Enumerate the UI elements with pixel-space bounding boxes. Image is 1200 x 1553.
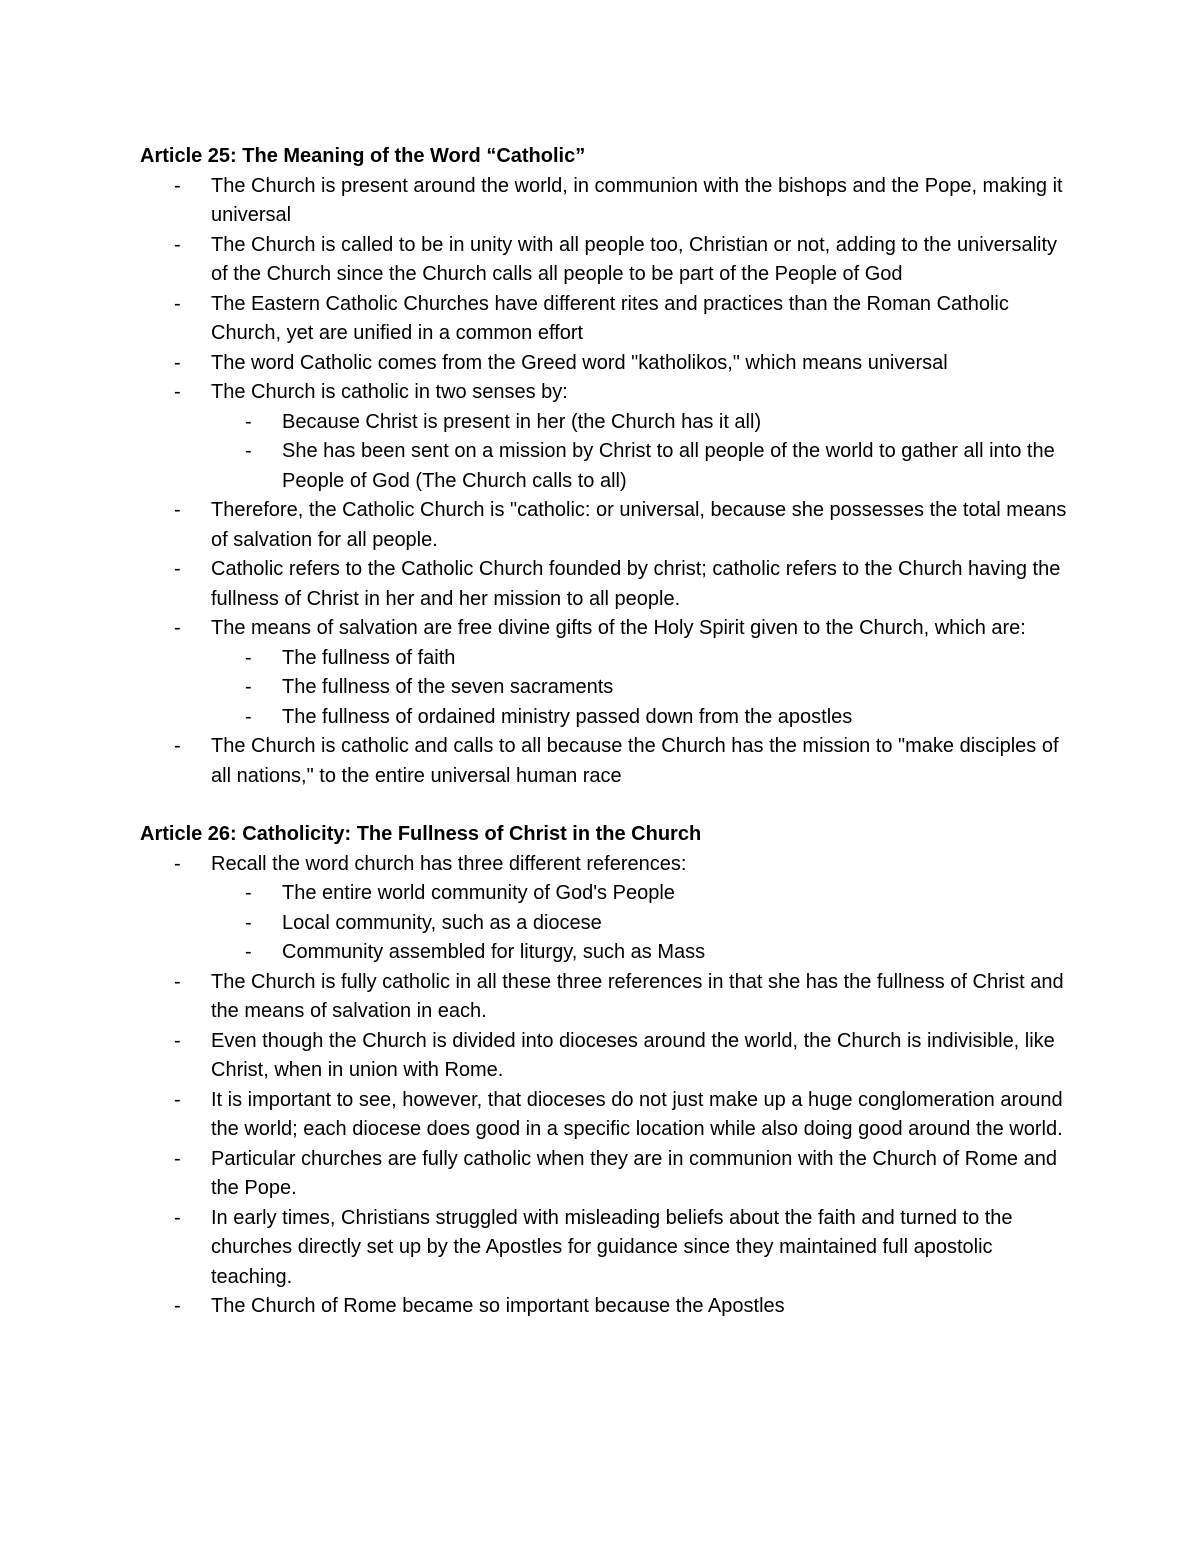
document-page [140,142,1070,1322]
list-item [140,1086,1070,1145]
sub-list-item [211,673,1070,703]
list-item [140,614,1070,732]
article-heading: Article 26: Catholicity: The Fullness of Christ in the Church [140,823,702,845]
list-item-text: Particular churches are fully catholic when they are in communion with the Church of Rome and the Pope. [211,1147,1057,1199]
bullet-list [140,172,1070,792]
sub-list-item [211,437,1070,496]
list-item-text: Recall the word church has three different references: [211,852,687,875]
sub-bullet-list [211,408,1070,497]
bullet-dash: - [174,852,181,875]
list-item [140,172,1070,231]
article-section [140,142,1070,791]
bullet-dash: - [174,617,181,639]
bullet-dash: - [245,882,252,904]
list-item-text: The Church is present around the world, in communion with the bishops and the Pope, making it universal [211,174,1063,226]
list-item-text: It is important to see, however, that dioceses do not just make up a huge conglomeration around the world; each diocese does good in a specific location while also doing good around the world. [211,1088,1063,1140]
list-item-text: The Church is catholic in two senses by: [211,381,568,403]
list-item-text: In early times, Christians struggled with misleading beliefs about the faith and turned to the churches directly set up by the Apostles for guidance since they maintained full apostolic teaching. [211,1206,1013,1288]
sub-list-item [211,644,1070,674]
list-item [140,1027,1070,1086]
list-item-text: Even though the Church is divided into dioceses around the world, the Church is indivisible, like Christ, when in union with Rome. [211,1029,1055,1081]
sub-list-item [211,879,1070,909]
list-item-text: The Church is catholic and calls to all because the Church has the mission to "make disciples of all nations," to the entire universal human race [211,735,1059,787]
list-item-text: The word Catholic comes from the Greed word "katholikos," which means universal [211,351,948,374]
sub-bullet-list [211,644,1070,733]
bullet-dash: - [245,676,252,698]
sub-list-item [211,408,1070,438]
sub-list-item [211,938,1070,968]
list-item-text: The means of salvation are free divine gifts of the Holy Spirit given to the Church, which are: [211,617,1026,639]
sub-list-item-text: She has been sent on a mission by Christ to all people of the world to gather all into the People of God (The Church calls to all) [282,440,1055,492]
bullet-dash: - [174,735,181,757]
bullet-dash: - [245,646,252,669]
article-heading: Article 25: The Meaning of the Word “Catholic” [140,145,586,167]
bullet-dash: - [174,351,181,374]
article-section [140,820,1070,1322]
sub-list-item-text: The fullness of ordained ministry passed down from the apostles [282,705,853,728]
bullet-dash: - [174,1088,181,1111]
list-item [140,1145,1070,1204]
bullet-dash: - [174,499,181,521]
list-item [140,496,1070,555]
list-item-text: The Church is called to be in unity with all people too, Christian or not, adding to the universality of the Church since the Church calls all people to be part of the People of God [211,233,1058,285]
list-item-text: The Church of Rome became so important because the Apostles [211,1295,785,1317]
list-item [140,732,1070,791]
list-item [140,349,1070,379]
bullet-dash: - [174,970,181,993]
bullet-dash: - [174,381,181,403]
sub-list-item-text: Because Christ is present in her (the Church has it all) [282,410,762,433]
list-item [140,1292,1070,1322]
bullet-dash: - [245,410,252,433]
bullet-dash: - [174,1147,181,1170]
bullet-dash: - [174,1206,181,1229]
sub-list-item [211,703,1070,733]
list-item [140,850,1070,968]
list-item-text: Therefore, the Catholic Church is "catholic: or universal, because she possesses the total means of salvation for all people. [211,499,1067,551]
bullet-dash: - [245,705,252,728]
bullet-dash: - [174,233,181,256]
bullet-dash: - [174,1295,181,1317]
list-item [140,1204,1070,1293]
bullet-dash: - [174,174,181,197]
list-item-text: The Eastern Catholic Churches have different rites and practices than the Roman Catholic Church, yet are unified in a common effort [211,292,1009,344]
sub-list-item-text: The fullness of faith [282,646,456,669]
list-item [140,555,1070,614]
bullet-dash: - [245,941,252,963]
bullet-list [140,850,1070,1322]
bullet-dash: - [174,292,181,315]
list-item [140,378,1070,496]
bullet-dash: - [174,558,181,580]
list-item [140,231,1070,290]
list-item-text: Catholic refers to the Catholic Church founded by christ; catholic refers to the Church having the fullness of Christ in her and her mission to all people. [211,558,1061,610]
list-item [140,968,1070,1027]
sub-list-item-text: The fullness of the seven sacraments [282,676,614,698]
bullet-dash: - [245,440,252,462]
sub-list-item-text: Community assembled for liturgy, such as Mass [282,941,706,963]
bullet-dash: - [174,1029,181,1052]
list-item-text: The Church is fully catholic in all these three references in that she has the fullness of Christ and the means of salvation in each. [211,970,1064,1022]
sub-list-item-text: Local community, such as a diocese [282,911,602,934]
sub-list-item-text: The entire world community of God's People [282,882,675,904]
list-item [140,290,1070,349]
bullet-dash: - [245,911,252,934]
sub-list-item [211,909,1070,939]
sub-bullet-list [211,879,1070,968]
